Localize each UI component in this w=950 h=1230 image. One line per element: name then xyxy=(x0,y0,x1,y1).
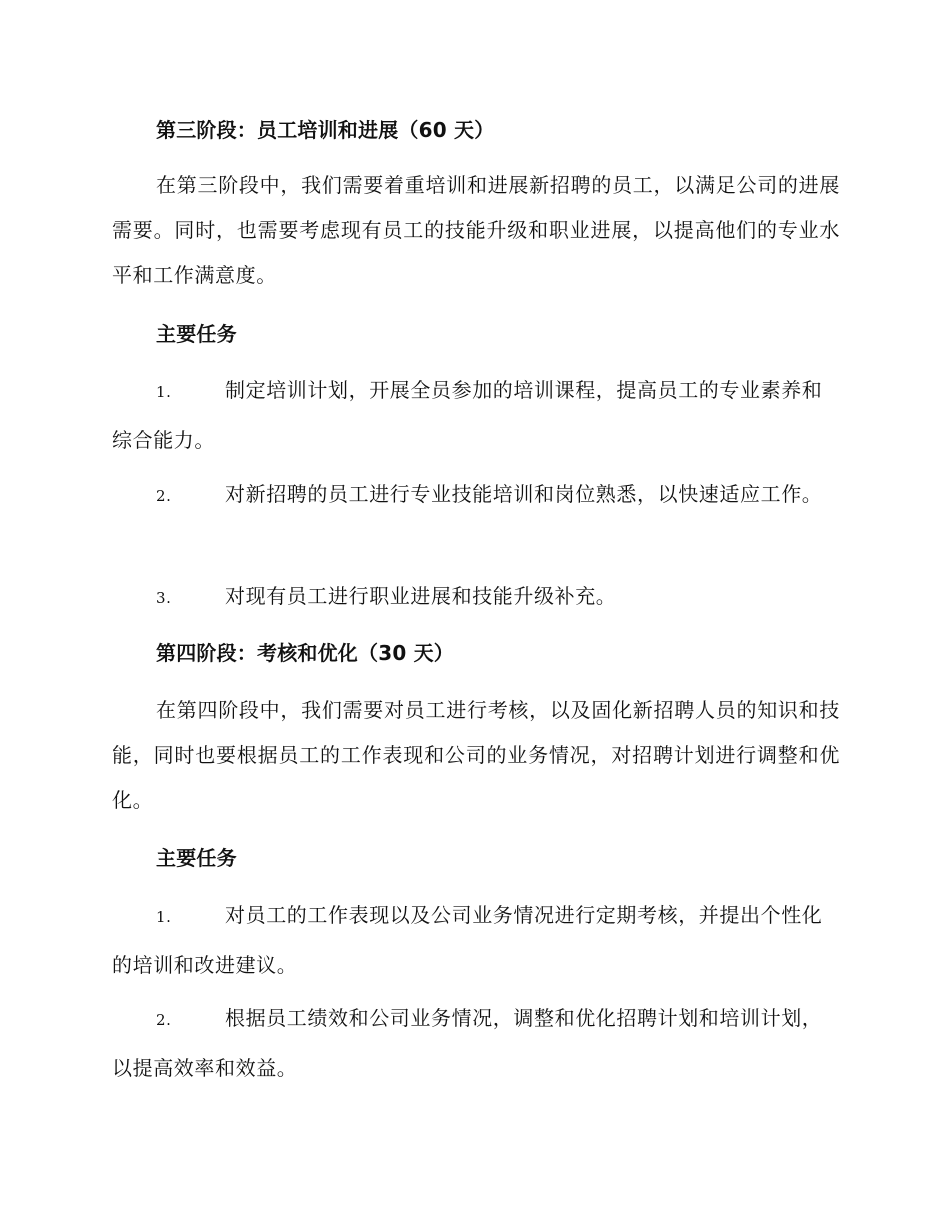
section-4-intro: 在第四阶段中，我们需要对员工进行考核，以及固化新招聘人员的知识和技能，同时也要根据员工的工作表现和公司的业务情况，对招聘计划进行调整和优化。 xyxy=(112,698,840,812)
section-3-intro: 在第三阶段中，我们需要着重培训和进展新招聘的员工，以满足公司的进展需要。同时，也需要考虑现有员工的技能升级和职业进展，以提高他们的专业水平和工作满意度。 xyxy=(112,173,840,287)
section-4-heading: 第四阶段：考核和优化（30 天） xyxy=(156,641,454,665)
section-3-tasks-heading: 主要任务 xyxy=(156,322,237,346)
list-number: 1. xyxy=(156,908,172,926)
list-number: 1. xyxy=(156,383,172,401)
list-item-text: 根据员工绩效和公司业务情况，调整和优化招聘计划和培训计划，以提高效率和效益。 xyxy=(112,1006,823,1080)
section-4-tasks-heading: 主要任务 xyxy=(156,846,237,870)
section-4-task-1 xyxy=(112,891,840,989)
list-item-text: 制定培训计划，开展全员参加的培训课程，提高员工的专业素养和综合能力。 xyxy=(112,378,823,452)
list-item-text: 对新招聘的员工进行专业技能培训和岗位熟悉，以快速适应工作。 xyxy=(225,482,823,506)
list-number: 2. xyxy=(156,1011,172,1029)
section-4-task-2 xyxy=(112,994,840,1092)
section-3-task-2 xyxy=(112,470,840,520)
section-3-heading: 第三阶段：员工培训和进展（60 天） xyxy=(156,118,495,142)
list-item-text: 对员工的工作表现以及公司业务情况进行定期考核，并提出个性化的培训和改进建议。 xyxy=(112,903,823,977)
section-3-task-3 xyxy=(112,572,840,622)
section-3-task-1 xyxy=(112,366,840,464)
list-number: 2. xyxy=(156,487,172,505)
list-number: 3. xyxy=(156,589,172,607)
list-item-text: 对现有员工进行职业进展和技能升级补充。 xyxy=(225,584,617,608)
